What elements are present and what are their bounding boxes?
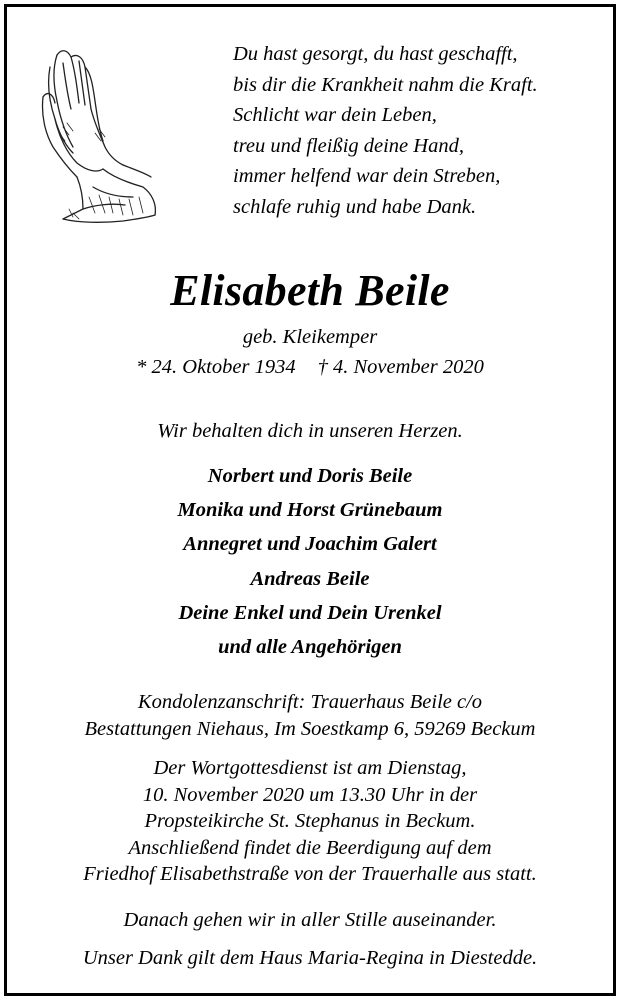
service-info	[7, 755, 613, 888]
closing-thanks: Unser Dank gilt dem Haus Maria-Regina in Diestedde.	[82, 947, 538, 969]
poem-line: Schlicht war dein Leben,	[233, 104, 437, 127]
address-line: Kondolenzanschrift: Trauerhaus Beile c/o	[137, 691, 483, 713]
maiden-name: geb. Kleikemper	[242, 326, 378, 348]
poem-line: treu und fleißig deine Hand,	[233, 134, 464, 157]
motto: Wir behalten dich in unseren Herzen.	[157, 420, 463, 442]
service-line: Friedhof Elisabethstraße von der Trauerhalle aus statt.	[83, 863, 537, 886]
mourners-list	[7, 459, 613, 664]
poem-line: bis dir die Krankheit nahm die Kraft.	[233, 73, 538, 96]
praying-hands-icon	[33, 37, 163, 227]
mourner-line: Annegret und Joachim Galert	[183, 533, 437, 556]
address-line: Bestattungen Niehaus, Im Soestkamp 6, 59269 Beckum	[84, 717, 536, 740]
birth-date: * 24. Oktober 1934	[136, 356, 296, 378]
poem-line: Du hast gesorgt, du hast geschafft,	[233, 43, 518, 65]
service-line: Propsteikirche St. Stephanus in Beckum.	[144, 810, 476, 833]
deceased-name: Elisabeth Beile	[170, 266, 450, 315]
poem	[233, 39, 613, 223]
mourner-line: Deine Enkel und Dein Urenkel	[178, 601, 442, 624]
mourner-line: Andreas Beile	[250, 567, 370, 590]
obituary-notice	[4, 4, 616, 996]
condolence-address	[7, 689, 613, 742]
mourner-line: Norbert und Doris Beile	[207, 465, 413, 487]
service-line: 10. November 2020 um 13.30 Uhr in der	[142, 783, 478, 806]
closing-silence: Danach gehen wir in aller Stille auseinander.	[123, 909, 497, 931]
death-date: † 4. November 2020	[317, 356, 484, 378]
service-line: Anschließend findet die Beerdigung auf dem	[128, 836, 492, 859]
service-line: Der Wortgottesdienst ist am Dienstag,	[153, 757, 467, 779]
poem-line: immer helfend war dein Streben,	[233, 165, 501, 188]
poem-line: schlafe ruhig und habe Dank.	[233, 195, 477, 218]
life-dates	[7, 353, 613, 381]
mourner-line: Monika und Horst Grünebaum	[177, 499, 443, 522]
mourner-line: und alle Angehörigen	[218, 636, 402, 659]
